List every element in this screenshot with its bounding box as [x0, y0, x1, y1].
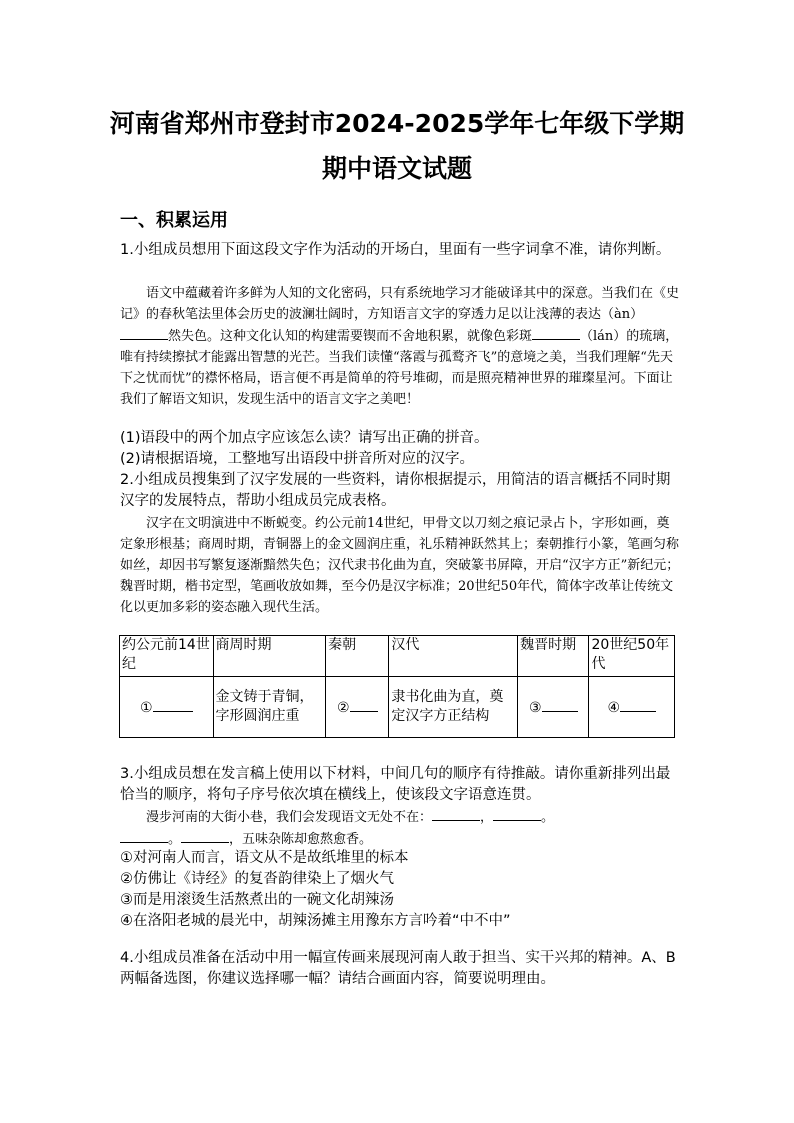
q3-blank-2[interactable]: [493, 806, 541, 821]
q3-option-1: ①对河南人而言，语文从不是故纸堆里的标本: [120, 850, 409, 866]
q3-passage: 漫步河南的大街小巷，我们会发现语文无处不在： ， 。 。 ，五味杂陈却愈熬愈香。: [120, 806, 680, 850]
history-table: [119, 635, 675, 738]
q3-intro: 3.小组成员想在发言稿上使用以下材料，中间几句的顺序有待推敲。请你重新排列出最恰当的顺序，将句子序号依次填在横线上，使该段文字语意连贯。: [120, 766, 671, 803]
q3-blank-1[interactable]: [432, 806, 480, 821]
q1-blank-2[interactable]: [532, 325, 580, 340]
doc-title-line2: 期中语文试题: [321, 154, 472, 183]
q1-sub2: (2)请根据语境，工整地写出语段中拼音所对应的汉字。: [120, 451, 475, 467]
q1-passage-part1: 语文中蕴藏着许多鲜为人知的文化密码，只有系统地学习才能破译其中的深意。当我们在《史记》的春秋笔法里体会历史的波澜壮阔时，方知语言文字的穿透力足以让浅薄的表达（àn）: [120, 286, 680, 322]
table-header-cell: 约公元前14世纪: [120, 636, 214, 677]
q2-intro: 2.小组成员搜集到了汉字发展的一些资料，请你根据提示，用简洁的语言概括不同时期汉字的发展特点，帮助小组成员完成表格。: [120, 472, 671, 509]
doc-title-line1: 河南省郑州市登封市2024-2025学年七年级下学期: [109, 109, 685, 138]
table-header-cell: 秦朝: [326, 636, 389, 677]
table-header-cell: 20世纪50年代: [589, 636, 675, 677]
table-answer-cell-4[interactable]: ④: [589, 677, 675, 738]
table-answer-cell-2[interactable]: ②: [326, 677, 389, 738]
q1-intro: 1.小组成员想用下面这段文字作为活动的开场白，里面有一些字词拿不准，请你判断。: [120, 242, 671, 258]
section-heading: 一、积累运用: [120, 210, 228, 231]
table-cell: 金文铸于青铜，字形圆润庄重: [213, 677, 326, 738]
q1-passage-part2: 然失色。这种文化认知的构建需要锲而不舍地积累，就像色彩斑: [168, 329, 533, 344]
q3-blank-4[interactable]: [181, 828, 229, 843]
q1-sub1: (1)语段中的两个加点字应该怎么读？请写出正确的拼音。: [120, 430, 489, 446]
q3-option-3: ③而是用滚烫生活熬煮出的一碗文化胡辣汤: [120, 892, 394, 908]
q3-option-4: ④在洛阳老城的晨光中，胡辣汤摊主用豫东方言吟着“中不中”: [120, 913, 511, 929]
q2-passage: 汉字在文明演进中不断蜕变。约公元前14世纪，甲骨文以刀刻之痕记录占卜，字形如画，奠定象形根基；商周时期，青铜器上的金文圆润庄重，礼乐精神跃然其上；秦朝推行小篆，笔画匀称如丝，却因书写繁复逐渐黯然失色；汉代隶书化曲为直，突破篆书屏障，开启“汉字方正”新纪元；魏晋时期，楷书定型，笔画收放如舞，至今仍是汉字标准；20世纪50年代，简体字改革让传统文化以更加多彩的姿态融入现代生活。: [120, 516, 680, 615]
table-cell: 隶书化曲为直，奠定汉字方正结构: [389, 677, 518, 738]
table-header-cell: 商周时期: [213, 636, 326, 677]
table-header-cell: 魏晋时期: [518, 636, 589, 677]
table-header-cell: 汉代: [389, 636, 518, 677]
q4-intro: 4.小组成员准备在活动中用一幅宣传画来展现河南人敢于担当、实干兴邦的精神。A、B两幅备选图，你建议选择哪一幅？请结合画面内容，简要说明理由。: [120, 950, 676, 987]
q3-blank-3[interactable]: [120, 828, 168, 843]
q1-blank-1[interactable]: [120, 325, 168, 340]
q3-option-2: ②仿佛让《诗经》的复沓韵律染上了烟火气: [120, 871, 394, 887]
q1-passage-part3: （lán）的琉璃，唯有持续擦拭才能露出智慧的光芒。当我们读懂“落霞与孤鹜齐飞”的意境之美，当我们理解“先天下之忧而忧”的襟怀格局，语言便不再是简单的符号堆砌，而是照亮精神世界的璀璨星河。下面让我们了解语文知识，发现生活中的语言文字之美吧！: [120, 329, 679, 407]
q1-passage: [120, 283, 680, 410]
table-answer-cell-1[interactable]: ①: [120, 677, 214, 738]
table-answer-cell-3[interactable]: ③: [518, 677, 589, 738]
